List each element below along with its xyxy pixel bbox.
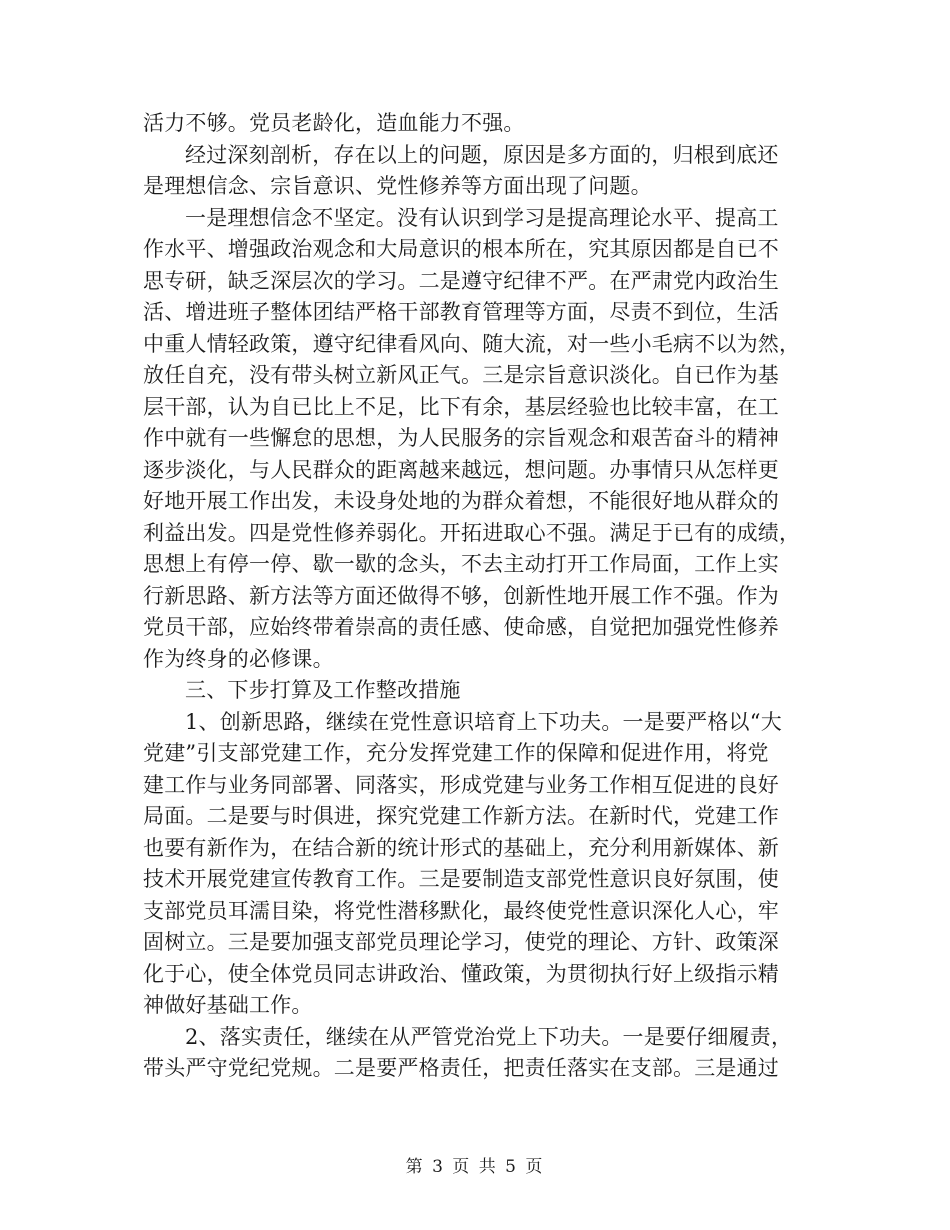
text-line: 活力不够。党员老龄化，造血能力不强。	[143, 111, 525, 135]
text-line: 党员干部，应始终带着崇高的责任感、使命感，自觉把加强党性修养	[143, 615, 779, 639]
text-line: 思想上有停一停、歇一歇的念头，不去主动打开工作局面，工作上实	[143, 552, 779, 576]
text-line: 化于心，使全体党员同志讲政治、懂政策，为贯彻执行好上级指示精	[143, 961, 779, 986]
text-line: 神做好基础工作。	[143, 993, 313, 1017]
text-line: 逐步淡化，与人民群众的距离越来越远，想问题。办事情只从怎样更	[143, 457, 779, 482]
document-body	[143, 108, 813, 1085]
text-line: 经过深刻剖析，存在以上的问题，原因是多方面的，归根到底还	[185, 142, 779, 167]
section-heading: 三、下步打算及工作整改措施	[185, 678, 461, 702]
text-line: 作中就有一些懈怠的思想，为人民服务的宗旨观念和艰苦奋斗的精神	[143, 426, 779, 450]
text-line: 利益出发。四是党性修养弱化。开拓进取心不强。满足于已有的成绩，	[143, 520, 801, 545]
text-line: 是理想信念、宗旨意识、党性修养等方面出现了问题。	[143, 174, 652, 198]
text-line: 中重人情轻政策，遵守纪律看风向、随大流，对一些小毛病不以为然，	[143, 331, 801, 356]
text-line: 活、增进班子整体团结严格干部教育管理等方面，尽责不到位，生活	[143, 300, 779, 324]
text-line: 局面。二是要与时俱进，探究党建工作新方法。在新时代，党建工作	[143, 804, 779, 828]
text-line: 好地开展工作出发，未设身处地的为群众着想，不能很好地从群众的	[143, 489, 779, 513]
text-line: 2、落实责任，继续在从严管党治党上下功夫。一是要仔细履责，	[185, 1024, 793, 1049]
text-line: 放任自充，没有带头树立新风正气。三是宗旨意识淡化。自已作为基	[143, 363, 779, 387]
page-number-footer: 第 3 页 共 5 页	[405, 1157, 545, 1177]
text-line: 支部党员耳濡目染，将党性潜移默化，最终使党性意识深化人心，牢	[143, 898, 779, 923]
text-line: 固树立。三是要加强支部党员理论学习，使党的理论、方针、政策深	[143, 930, 779, 954]
text-line: 作为终身的必修课。	[143, 646, 334, 671]
text-line: 带头严守党纪党规。二是要严格责任，把责任落实在支部。三是通过	[143, 1056, 779, 1080]
text-line: 一是理想信念不坚定。没有认识到学习是提高理论水平、提高工	[185, 205, 779, 230]
text-line: 1、创新思路，继续在党性意识培育上下功夫。一是要严格以“大	[185, 709, 782, 734]
text-line: 党建”引支部党建工作，充分发挥党建工作的保障和促进作用，将党	[143, 741, 769, 765]
text-line: 建工作与业务同部署、同落实，形成党建与业务工作相互促进的良好	[143, 772, 779, 797]
text-line: 也要有新作为，在结合新的统计形式的基础上，充分利用新媒体、新	[143, 835, 779, 860]
text-line: 作水平、增强政治观念和大局意识的根本所在，究其原因都是自已不	[143, 237, 779, 261]
text-line: 技术开展党建宣传教育工作。三是要制造支部党性意识良好氛围，使	[143, 867, 779, 891]
text-line: 行新思路、新方法等方面还做得不够，创新性地开展工作不强。作为	[143, 583, 779, 608]
text-line: 思专研，缺乏深层次的学习。二是遵守纪律不严。在严肃党内政治生	[143, 268, 779, 293]
text-line: 层干部，认为自已比上不足，比下有余，基层经验也比较丰富，在工	[143, 394, 779, 419]
